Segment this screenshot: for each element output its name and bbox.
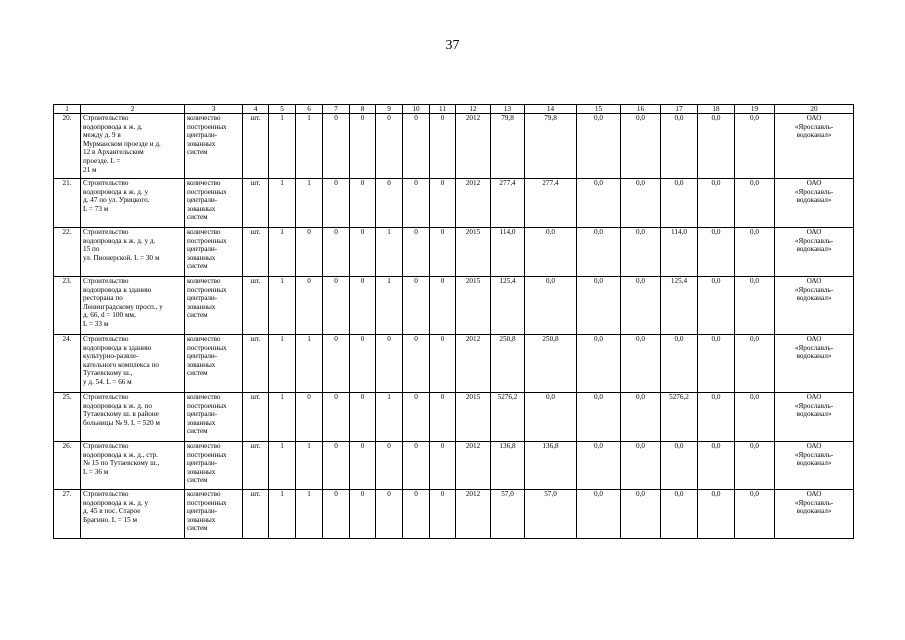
indicator-cell — [185, 393, 243, 442]
value-cell-c16: 0,0 — [621, 490, 661, 539]
organization-cell — [775, 277, 854, 335]
indicator-cell — [185, 335, 243, 393]
text-line: зованных — [187, 302, 216, 311]
text-line: д. 66, d = 100 мм, — [83, 311, 136, 320]
value-cell-c5: 1 — [269, 393, 296, 442]
value-cell-unit: шт. — [243, 335, 269, 393]
text-line: централи- — [187, 131, 217, 140]
value-cell-c18: 0,0 — [698, 393, 735, 442]
value-cell-c19: 0,0 — [735, 228, 775, 277]
text-line: водопровода к ж. д. у — [83, 498, 149, 507]
table-row — [54, 228, 854, 277]
value-cell-c17: 0,0 — [661, 442, 698, 490]
value-cell-year: 2012 — [456, 490, 491, 539]
value-cell-c14: 79,8 — [525, 114, 577, 179]
indicator-cell — [185, 442, 243, 490]
text-line: ОАО — [806, 179, 822, 187]
column-number-cell: 12 — [456, 105, 491, 114]
text-line: водоканал» — [796, 410, 832, 419]
value-cell-c14: 136,8 — [525, 442, 577, 490]
text-line: построенных — [187, 236, 227, 245]
text-line: ОАО — [806, 393, 822, 401]
text-line: количество — [187, 393, 221, 401]
text-line: водопровода к ж. д. — [83, 122, 143, 131]
value-cell-unit: шт. — [243, 179, 269, 228]
indicator-cell — [185, 277, 243, 335]
value-cell-c9: 1 — [376, 228, 403, 277]
row-number-cell: 21. — [54, 179, 81, 228]
text-line: систем — [187, 148, 208, 157]
value-cell-c10: 0 — [403, 442, 430, 490]
text-line: L = 36 м — [83, 467, 109, 476]
text-line: проезде. L = — [83, 156, 121, 165]
value-cell-c14: 0,0 — [525, 277, 577, 335]
organization-cell — [775, 228, 854, 277]
text-line: построенных — [187, 401, 227, 410]
text-line: у д. 54. L = 66 м — [83, 377, 132, 386]
row-number-cell: 24. — [54, 335, 81, 393]
column-number-cell: 3 — [185, 105, 243, 114]
value-cell-c17: 114,0 — [661, 228, 698, 277]
text-line: систем — [187, 427, 208, 436]
text-line: ОАО — [806, 335, 822, 343]
value-cell-c19: 0,0 — [735, 179, 775, 228]
text-line: водопровода к ж. д. у д. — [83, 236, 156, 245]
value-cell-c19: 0,0 — [735, 490, 775, 539]
value-cell-c17: 0,0 — [661, 490, 698, 539]
value-cell-c13: 136,8 — [491, 442, 525, 490]
text-line: 21 м — [83, 165, 97, 174]
value-cell-c18: 0,0 — [698, 442, 735, 490]
text-line: централи- — [187, 352, 217, 361]
text-line: водоканал» — [796, 459, 832, 468]
value-cell-c8: 0 — [350, 335, 376, 393]
value-cell-c19: 0,0 — [735, 335, 775, 393]
indicator-cell — [185, 490, 243, 539]
value-cell-c13: 57,0 — [491, 490, 525, 539]
value-cell-c7: 0 — [323, 228, 350, 277]
table-row — [54, 393, 854, 442]
table-row — [54, 335, 854, 393]
value-cell-c19: 0,0 — [735, 442, 775, 490]
text-line: Мурманском проезде и д. — [83, 139, 161, 148]
text-line: водопровода к зданию — [83, 343, 152, 352]
value-cell-c8: 0 — [350, 228, 376, 277]
value-cell-c11: 0 — [430, 335, 456, 393]
value-cell-c6: 0 — [296, 277, 323, 335]
value-cell-c15: 0,0 — [577, 179, 621, 228]
text-line: Строительство — [83, 228, 129, 236]
row-number-cell: 25. — [54, 393, 81, 442]
text-line: Брагино. L = 15 м — [83, 515, 138, 524]
column-number-cell: 16 — [621, 105, 661, 114]
value-cell-c13: 250,8 — [491, 335, 525, 393]
text-line: водопровода к ж. д. у — [83, 187, 149, 196]
text-line: построенных — [187, 122, 227, 131]
value-cell-c14: 277,4 — [525, 179, 577, 228]
text-line: «Ярославль- — [794, 343, 834, 352]
value-cell-c16: 0,0 — [621, 393, 661, 442]
text-line: водопровода к зданию — [83, 285, 152, 294]
value-cell-c5: 1 — [269, 179, 296, 228]
value-cell-c5: 1 — [269, 277, 296, 335]
column-number-cell: 9 — [376, 105, 403, 114]
value-cell-c6: 0 — [296, 228, 323, 277]
text-line: водоканал» — [796, 352, 832, 361]
row-number-cell: 27. — [54, 490, 81, 539]
text-line: количество — [187, 179, 221, 187]
value-cell-c7: 0 — [323, 393, 350, 442]
organization-cell — [775, 490, 854, 539]
text-line: Строительство — [83, 393, 129, 401]
value-cell-c17: 0,0 — [661, 179, 698, 228]
text-line: водоканал» — [796, 507, 832, 516]
text-line: централи- — [187, 459, 217, 468]
row-number-cell: 22. — [54, 228, 81, 277]
text-line: кательного комплекса по — [83, 360, 159, 369]
text-line: 12 в Архангельском — [83, 148, 144, 157]
item-name-cell — [81, 442, 185, 490]
value-cell-c15: 0,0 — [577, 114, 621, 179]
column-number-cell: 20 — [775, 105, 854, 114]
value-cell-c9: 0 — [376, 335, 403, 393]
text-line: культурно-развле- — [83, 352, 139, 361]
column-number-cell: 7 — [323, 105, 350, 114]
organization-cell — [775, 393, 854, 442]
text-line: систем — [187, 369, 208, 378]
value-cell-c18: 0,0 — [698, 490, 735, 539]
value-cell-c6: 0 — [296, 393, 323, 442]
table-body — [54, 105, 854, 539]
text-line: Строительство — [83, 277, 129, 285]
column-number-cell: 11 — [430, 105, 456, 114]
value-cell-c15: 0,0 — [577, 335, 621, 393]
item-name-cell — [81, 277, 185, 335]
value-cell-c5: 1 — [269, 490, 296, 539]
value-cell-c18: 0,0 — [698, 179, 735, 228]
column-number-cell: 5 — [269, 105, 296, 114]
value-cell-c14: 0,0 — [525, 393, 577, 442]
table-row — [54, 114, 854, 179]
value-cell-c8: 0 — [350, 277, 376, 335]
value-cell-unit: шт. — [243, 490, 269, 539]
text-line: между д. 9 в — [83, 131, 121, 140]
text-line: L = 33 м — [83, 319, 109, 328]
text-line: Строительство — [83, 179, 129, 187]
text-line: Строительство — [83, 490, 129, 498]
value-cell-c11: 0 — [430, 277, 456, 335]
value-cell-c9: 0 — [376, 442, 403, 490]
value-cell-c16: 0,0 — [621, 442, 661, 490]
indicator-cell — [185, 114, 243, 179]
value-cell-year: 2015 — [456, 393, 491, 442]
table-row — [54, 442, 854, 490]
value-cell-c10: 0 — [403, 490, 430, 539]
value-cell-c6: 1 — [296, 114, 323, 179]
column-number-row — [54, 105, 854, 114]
text-line: построенных — [187, 498, 227, 507]
value-cell-c18: 0,0 — [698, 277, 735, 335]
value-cell-year: 2012 — [456, 179, 491, 228]
value-cell-c9: 0 — [376, 179, 403, 228]
column-number-cell: 4 — [243, 105, 269, 114]
value-cell-c11: 0 — [430, 490, 456, 539]
value-cell-c8: 0 — [350, 393, 376, 442]
value-cell-c17: 0,0 — [661, 335, 698, 393]
value-cell-c13: 125,4 — [491, 277, 525, 335]
value-cell-c9: 1 — [376, 393, 403, 442]
value-cell-c9: 1 — [376, 277, 403, 335]
value-cell-c11: 0 — [430, 393, 456, 442]
value-cell-c10: 0 — [403, 114, 430, 179]
value-cell-unit: шт. — [243, 277, 269, 335]
organization-cell — [775, 114, 854, 179]
item-name-cell — [81, 179, 185, 228]
value-cell-c6: 1 — [296, 179, 323, 228]
item-name-cell — [81, 393, 185, 442]
text-line: ресторана по — [83, 294, 123, 303]
text-line: д. 47 по ул. Урицкого. — [83, 196, 150, 205]
value-cell-c19: 0,0 — [735, 114, 775, 179]
item-name-cell — [81, 114, 185, 179]
value-cell-c18: 0,0 — [698, 114, 735, 179]
text-line: количество — [187, 490, 221, 498]
value-cell-c11: 0 — [430, 228, 456, 277]
text-line: зованных — [187, 253, 216, 262]
value-cell-c8: 0 — [350, 442, 376, 490]
text-line: водоканал» — [796, 131, 832, 140]
value-cell-c13: 5276,2 — [491, 393, 525, 442]
value-cell-c16: 0,0 — [621, 114, 661, 179]
text-line: централи- — [187, 294, 217, 303]
text-line: построенных — [187, 450, 227, 459]
text-line: систем — [187, 311, 208, 320]
text-line: Строительство — [83, 442, 129, 450]
value-cell-c16: 0,0 — [621, 277, 661, 335]
value-cell-c11: 0 — [430, 442, 456, 490]
text-line: зованных — [187, 467, 216, 476]
column-number-cell: 19 — [735, 105, 775, 114]
value-cell-c9: 0 — [376, 114, 403, 179]
text-line: ОАО — [806, 114, 822, 122]
value-cell-c7: 0 — [323, 442, 350, 490]
text-line: количество — [187, 114, 221, 122]
text-line: количество — [187, 277, 221, 285]
column-number-cell: 6 — [296, 105, 323, 114]
text-line: водоканал» — [796, 294, 832, 303]
text-line: Ленинградскому просп., у — [83, 302, 163, 311]
value-cell-c10: 0 — [403, 228, 430, 277]
text-line: централи- — [187, 245, 217, 254]
value-cell-year: 2012 — [456, 442, 491, 490]
organization-cell — [775, 179, 854, 228]
text-line: водоканал» — [796, 245, 832, 254]
organization-cell — [775, 442, 854, 490]
text-line: построенных — [187, 343, 227, 352]
value-cell-c8: 0 — [350, 490, 376, 539]
text-line: построенных — [187, 285, 227, 294]
indicator-cell — [185, 228, 243, 277]
text-line: систем — [187, 524, 208, 533]
value-cell-c16: 0,0 — [621, 335, 661, 393]
organization-cell — [775, 335, 854, 393]
text-line: количество — [187, 442, 221, 450]
text-line: «Ярославль- — [794, 498, 834, 507]
column-number-cell: 18 — [698, 105, 735, 114]
value-cell-c11: 0 — [430, 179, 456, 228]
row-number-cell: 23. — [54, 277, 81, 335]
value-cell-c5: 1 — [269, 228, 296, 277]
text-line: ОАО — [806, 490, 822, 498]
value-cell-c13: 277,4 — [491, 179, 525, 228]
value-cell-c14: 0,0 — [525, 228, 577, 277]
text-line: № 15 по Тутаевскому ш., — [83, 459, 160, 468]
text-line: 15 по — [83, 245, 100, 254]
row-number-cell: 20. — [54, 114, 81, 179]
value-cell-c15: 0,0 — [577, 490, 621, 539]
value-cell-c10: 0 — [403, 393, 430, 442]
value-cell-c9: 0 — [376, 490, 403, 539]
column-number-cell: 14 — [525, 105, 577, 114]
value-cell-c19: 0,0 — [735, 277, 775, 335]
item-name-cell — [81, 228, 185, 277]
text-line: водопровода к ж. д. по — [83, 401, 152, 410]
column-number-cell: 17 — [661, 105, 698, 114]
text-line: ул. Пионерской. L = 30 м — [83, 253, 160, 262]
text-line: водопровода к ж. д., стр. — [83, 450, 159, 459]
value-cell-c5: 1 — [269, 335, 296, 393]
value-cell-c7: 0 — [323, 114, 350, 179]
text-line: «Ярославль- — [794, 187, 834, 196]
value-cell-c14: 250,8 — [525, 335, 577, 393]
text-line: ОАО — [806, 228, 822, 236]
text-line: «Ярославль- — [794, 285, 834, 294]
value-cell-c13: 79,8 — [491, 114, 525, 179]
value-cell-c17: 0,0 — [661, 114, 698, 179]
row-number-cell: 26. — [54, 442, 81, 490]
value-cell-c17: 125,4 — [661, 277, 698, 335]
column-number-cell: 13 — [491, 105, 525, 114]
text-line: систем — [187, 476, 208, 485]
text-line: зованных — [187, 418, 216, 427]
column-number-cell: 2 — [81, 105, 185, 114]
text-line: д. 45 в пос. Старое — [83, 507, 141, 516]
value-cell-c13: 114,0 — [491, 228, 525, 277]
item-name-cell — [81, 335, 185, 393]
text-line: систем — [187, 262, 208, 271]
text-line: централи- — [187, 410, 217, 419]
text-line: больницы № 9. L = 520 м — [83, 418, 160, 427]
value-cell-c6: 1 — [296, 490, 323, 539]
column-number-cell: 15 — [577, 105, 621, 114]
value-cell-c16: 0,0 — [621, 228, 661, 277]
text-line: количество — [187, 228, 221, 236]
page-number: 37 — [445, 38, 460, 53]
column-number-cell: 1 — [54, 105, 81, 114]
text-line: «Ярославль- — [794, 401, 834, 410]
text-line: «Ярославль- — [794, 122, 834, 131]
text-line: Строительство — [83, 335, 129, 343]
value-cell-unit: шт. — [243, 228, 269, 277]
value-cell-c17: 5276,2 — [661, 393, 698, 442]
table-row — [54, 490, 854, 539]
text-line: Строительство — [83, 114, 129, 122]
value-cell-year: 2012 — [456, 114, 491, 179]
text-line: L = 73 м — [83, 204, 109, 213]
text-line: ОАО — [806, 442, 822, 450]
value-cell-c6: 1 — [296, 442, 323, 490]
text-line: количество — [187, 335, 221, 343]
value-cell-c18: 0,0 — [698, 228, 735, 277]
value-cell-c15: 0,0 — [577, 228, 621, 277]
value-cell-c18: 0,0 — [698, 335, 735, 393]
value-cell-unit: шт. — [243, 393, 269, 442]
value-cell-c19: 0,0 — [735, 393, 775, 442]
value-cell-c10: 0 — [403, 335, 430, 393]
text-line: Тутаевскому ш. в районе — [83, 410, 159, 419]
text-line: зованных — [187, 204, 216, 213]
investment-program-table — [53, 104, 854, 539]
text-line: «Ярославль- — [794, 236, 834, 245]
text-line: систем — [187, 213, 208, 222]
text-line: зованных — [187, 139, 216, 148]
table-row — [54, 277, 854, 335]
text-line: «Ярославль- — [794, 450, 834, 459]
value-cell-year: 2015 — [456, 228, 491, 277]
value-cell-c10: 0 — [403, 179, 430, 228]
value-cell-c6: 1 — [296, 335, 323, 393]
value-cell-year: 2015 — [456, 277, 491, 335]
indicator-cell — [185, 179, 243, 228]
value-cell-c5: 1 — [269, 114, 296, 179]
text-line: водоканал» — [796, 196, 832, 205]
table-row — [54, 179, 854, 228]
text-line: ОАО — [806, 277, 822, 285]
text-line: построенных — [187, 187, 227, 196]
value-cell-c10: 0 — [403, 277, 430, 335]
value-cell-year: 2012 — [456, 335, 491, 393]
value-cell-c11: 0 — [430, 114, 456, 179]
value-cell-c7: 0 — [323, 179, 350, 228]
value-cell-c8: 0 — [350, 114, 376, 179]
text-line: централи- — [187, 507, 217, 516]
item-name-cell — [81, 490, 185, 539]
text-line: зованных — [187, 515, 216, 524]
column-number-cell: 10 — [403, 105, 430, 114]
column-number-cell: 8 — [350, 105, 376, 114]
value-cell-c7: 0 — [323, 490, 350, 539]
value-cell-c15: 0,0 — [577, 393, 621, 442]
text-line: Тутаевскому ш., — [83, 369, 133, 378]
value-cell-c14: 57,0 — [525, 490, 577, 539]
value-cell-c16: 0,0 — [621, 179, 661, 228]
text-line: зованных — [187, 360, 216, 369]
value-cell-c15: 0,0 — [577, 277, 621, 335]
text-line: централи- — [187, 196, 217, 205]
value-cell-c7: 0 — [323, 277, 350, 335]
value-cell-c5: 1 — [269, 442, 296, 490]
value-cell-unit: шт. — [243, 114, 269, 179]
value-cell-c15: 0,0 — [577, 442, 621, 490]
value-cell-c8: 0 — [350, 179, 376, 228]
value-cell-unit: шт. — [243, 442, 269, 490]
value-cell-c7: 0 — [323, 335, 350, 393]
